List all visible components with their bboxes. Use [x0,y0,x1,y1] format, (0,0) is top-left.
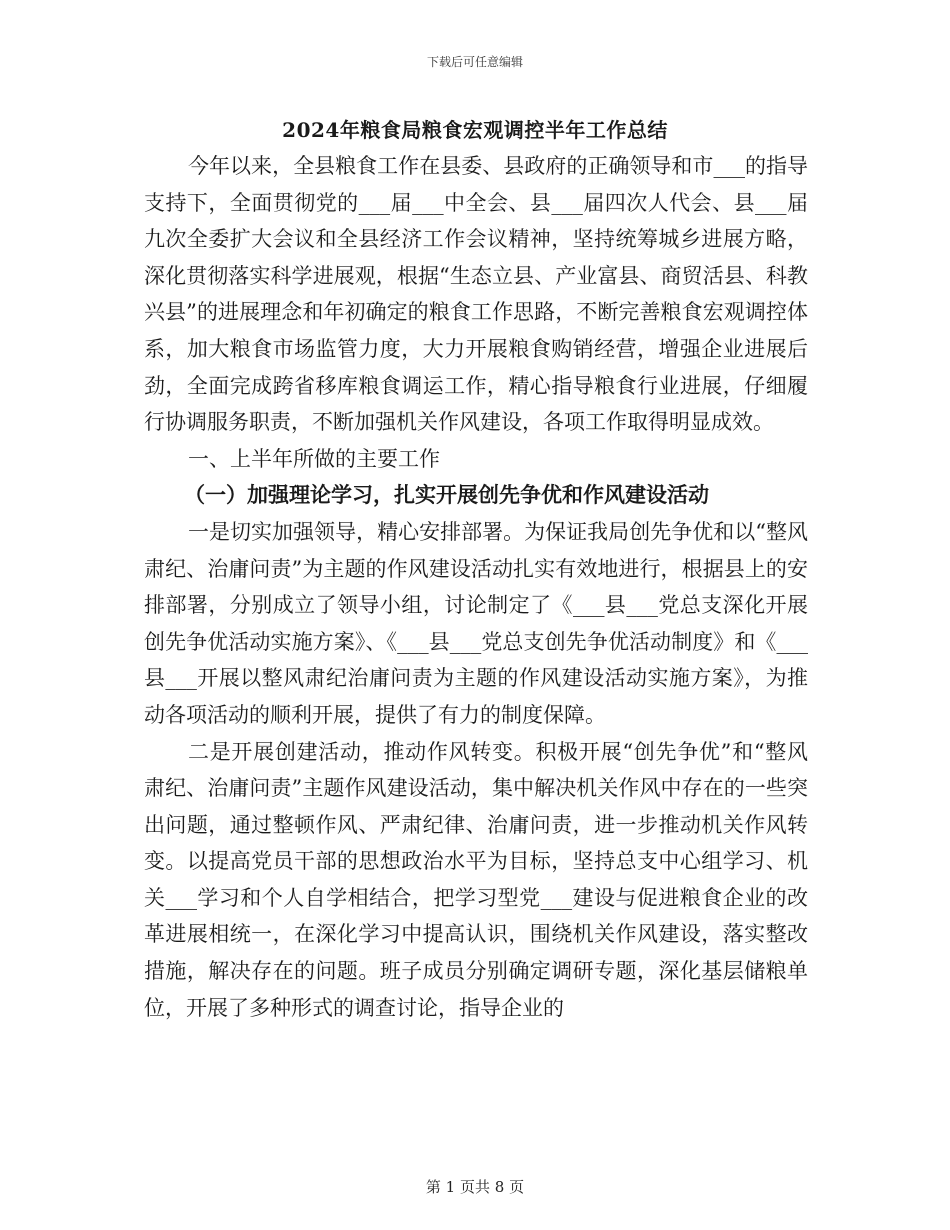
intro-paragraph: 今年以来，全县粮食工作在县委、县政府的正确领导和市___的指导支持下，全面贯彻党的___届___中全会、县___届四次人代会、县___届九次全委扩大会议和全县经济工作会议精神，坚持统筹城乡进展方略，深化贯彻落实科学进展观，根据“生态立县、产业富县、商贸活县、科教兴县”的进展理念和年初确定的粮食工作思路，不断完善粮食宏观调控体系，加大粮食市场监管力度，大力开展粮食购销经营，增强企业进展后劲，全面完成跨省移库粮食调运工作，精心指导粮食行业进展，仔细履行协调服务职责，不断加强机关作风建设，各项工作取得明显成效。 [144,154,808,435]
section-heading: 一、上半年所做的主要工作 [188,446,440,471]
body-paragraph-1: 一是切实加强领导，精心安排部署。为保证我局创先争优和以“整风肃纪、治庸问责”为主题的作风建设活动扎实有效地进行，根据县上的安排部署，分别成立了领导小组，讨论制定了《___县___党总支深化开展创先争优活动实施方案》、《___县___党总支创先争优活动制度》和《___县___开展以整风肃纪治庸问责为主题的作风建设活动实施方案》，为推动各项活动的顺利开展，提供了有力的制度保障。 [144,519,808,727]
body-paragraph-2: 二是开展创建活动，推动作风转变。积极开展“创先争优”和“整风肃纪、治庸问责”主题作风建设活动，集中解决机关作风中存在的一些突出问题，通过整顿作风、严肃纪律、治庸问责，进一步推动机关作风转变。以提高党员干部的思想政治水平为目标，坚持总支中心组学习、机关___学习和个人自学相结合，把学习型党___建设与促进粮食企业的改革进展相统一，在深化学习中提高认识，围绕机关作风建设，落实整改措施，解决存在的问题。班子成员分别确定调研专题，深化基层储粮单位，开展了多种形式的调查讨论，指导企业的 [144,739,808,1020]
document-title: 2024年粮食局粮食宏观调控半年工作总结 [282,118,668,142]
page-header: 下载后可任意编辑 [426,55,523,69]
subsection-heading: （一）加强理论学习，扎实开展创先争优和作风建设活动 [184,482,709,508]
document-body [144,148,808,1026]
page-footer: 第 1 页共 8 页 [425,1178,525,1196]
